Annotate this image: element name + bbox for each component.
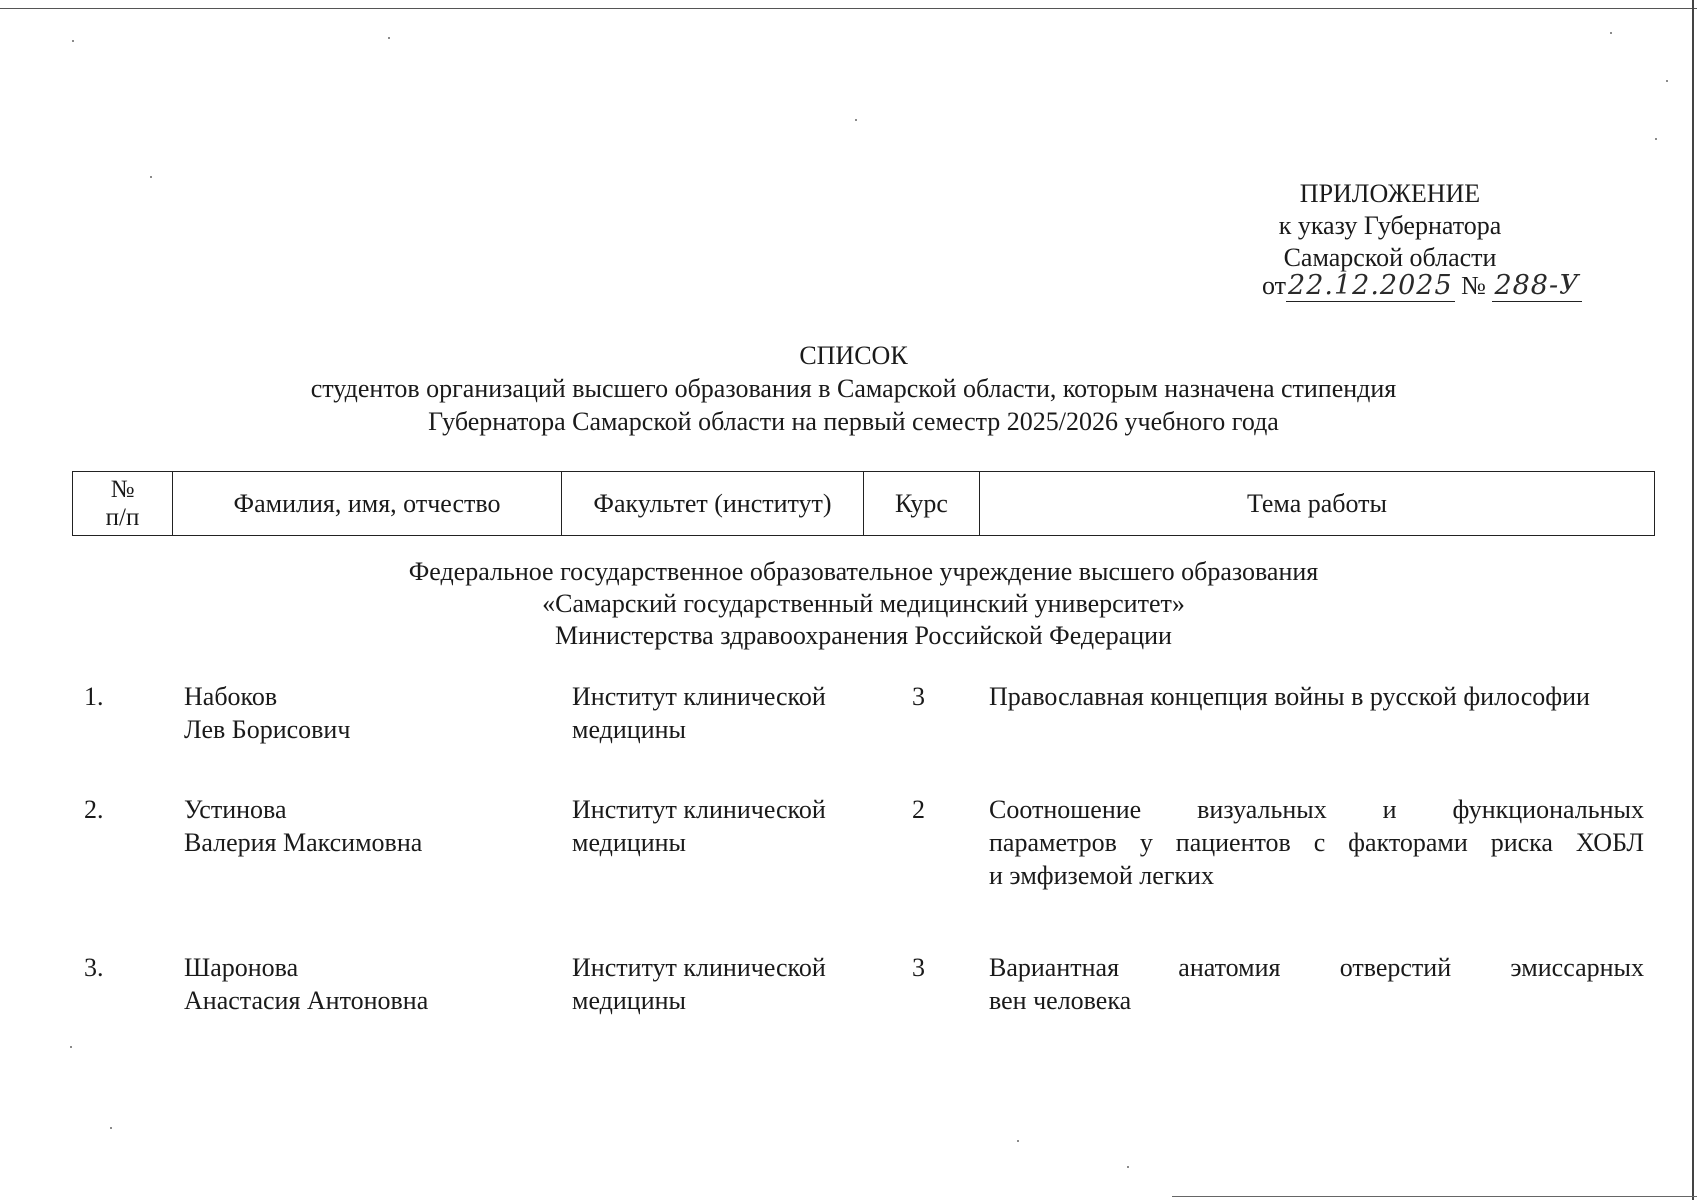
student-given-names: Валерия Максимовна (184, 828, 423, 857)
header-course: Курс (864, 472, 980, 535)
organization-heading (250, 556, 1477, 652)
scan-speck (1017, 1140, 1019, 1142)
faculty-line-1: Институт клинической (572, 953, 826, 982)
scan-speck (1655, 138, 1657, 140)
work-topic (989, 680, 1644, 713)
scan-speck (1666, 80, 1668, 82)
faculty (572, 793, 872, 859)
student-surname: Шаронова (184, 953, 299, 982)
student-name (184, 680, 564, 746)
faculty-line-1: Институт клинической (572, 682, 826, 711)
header-num-line2: п/п (105, 503, 140, 531)
scan-edge-bottom (1172, 1196, 1697, 1197)
topic-line: Православная концепция войны в русской философии (989, 682, 1590, 711)
course: 3 (912, 682, 925, 711)
faculty-line-2: медицины (572, 715, 687, 744)
org-line-2: «Самарский государственный медицинский университет» (542, 589, 1185, 618)
faculty-line-2: медицины (572, 986, 687, 1015)
scan-speck (70, 1046, 72, 1048)
title-line-2: студентов организаций высшего образования в Самарской области, которым назначена стипендия (310, 374, 1397, 403)
row-number: 1. (84, 682, 104, 711)
faculty (572, 951, 872, 1017)
handwritten-number: 288-У (1494, 270, 1580, 301)
topic-line: и эмфиземой легких (989, 861, 1214, 890)
scan-speck (150, 176, 152, 178)
row-number: 3. (84, 953, 104, 982)
student-given-names: Лев Борисович (184, 715, 351, 744)
title-heading: СПИСОК (799, 341, 908, 370)
topic-line: вен человека (989, 986, 1132, 1015)
annex-line-decree: к указу Губернатора (1278, 211, 1502, 240)
student-name (184, 793, 564, 859)
header-topic: Тема работы (1246, 488, 1387, 518)
document-title (200, 339, 1507, 438)
scan-speck (855, 119, 857, 121)
org-line-1: Федеральное государственное образовательное учреждение высшего образования (408, 557, 1319, 586)
scan-edge-right (1692, 0, 1694, 1200)
faculty-line-2: медицины (572, 828, 687, 857)
student-given-names: Анастасия Антоновна (184, 986, 429, 1015)
table-header (72, 471, 1655, 536)
work-topic (989, 793, 1644, 892)
faculty (572, 680, 872, 746)
course: 3 (912, 953, 925, 982)
scan-speck (110, 1127, 112, 1129)
date-prefix: от (1262, 271, 1287, 300)
number-prefix: № (1461, 271, 1486, 300)
topic-line: параметров у пациентов с факторами риска ХОБЛ (989, 828, 1644, 857)
work-topic (989, 951, 1644, 1017)
annex-block (1215, 178, 1565, 274)
row-number: 2. (84, 795, 104, 824)
header-faculty: Факультет (институт) (562, 472, 864, 535)
scan-speck (1127, 1166, 1129, 1168)
annex-heading: ПРИЛОЖЕНИЕ (1299, 179, 1481, 208)
scan-speck (388, 37, 390, 39)
topic-line: Вариантная анатомия отверстий эмиссарных (989, 953, 1644, 982)
student-surname: Набоков (184, 682, 278, 711)
course: 2 (912, 795, 925, 824)
topic-line: Соотношение визуальных и функциональных (989, 795, 1644, 824)
header-num (73, 472, 173, 535)
header-name: Фамилия, имя, отчество (173, 472, 562, 535)
student-name (184, 951, 564, 1017)
title-line-3: Губернатора Самарской области на первый семестр 2025/2026 учебного года (428, 407, 1279, 436)
org-line-3: Министерства здравоохранения Российской Федерации (555, 621, 1172, 650)
scan-edge-top (0, 8, 1697, 9)
student-surname: Устинова (184, 795, 287, 824)
annex-date-number (1262, 270, 1582, 310)
faculty-line-1: Институт клинической (572, 795, 826, 824)
annex-line-region: Самарской области (1283, 243, 1497, 272)
header-num-line1: № (110, 475, 135, 503)
scan-speck (1610, 32, 1612, 34)
scan-speck (72, 40, 74, 42)
handwritten-date: 22.12.2025 (1288, 270, 1453, 301)
